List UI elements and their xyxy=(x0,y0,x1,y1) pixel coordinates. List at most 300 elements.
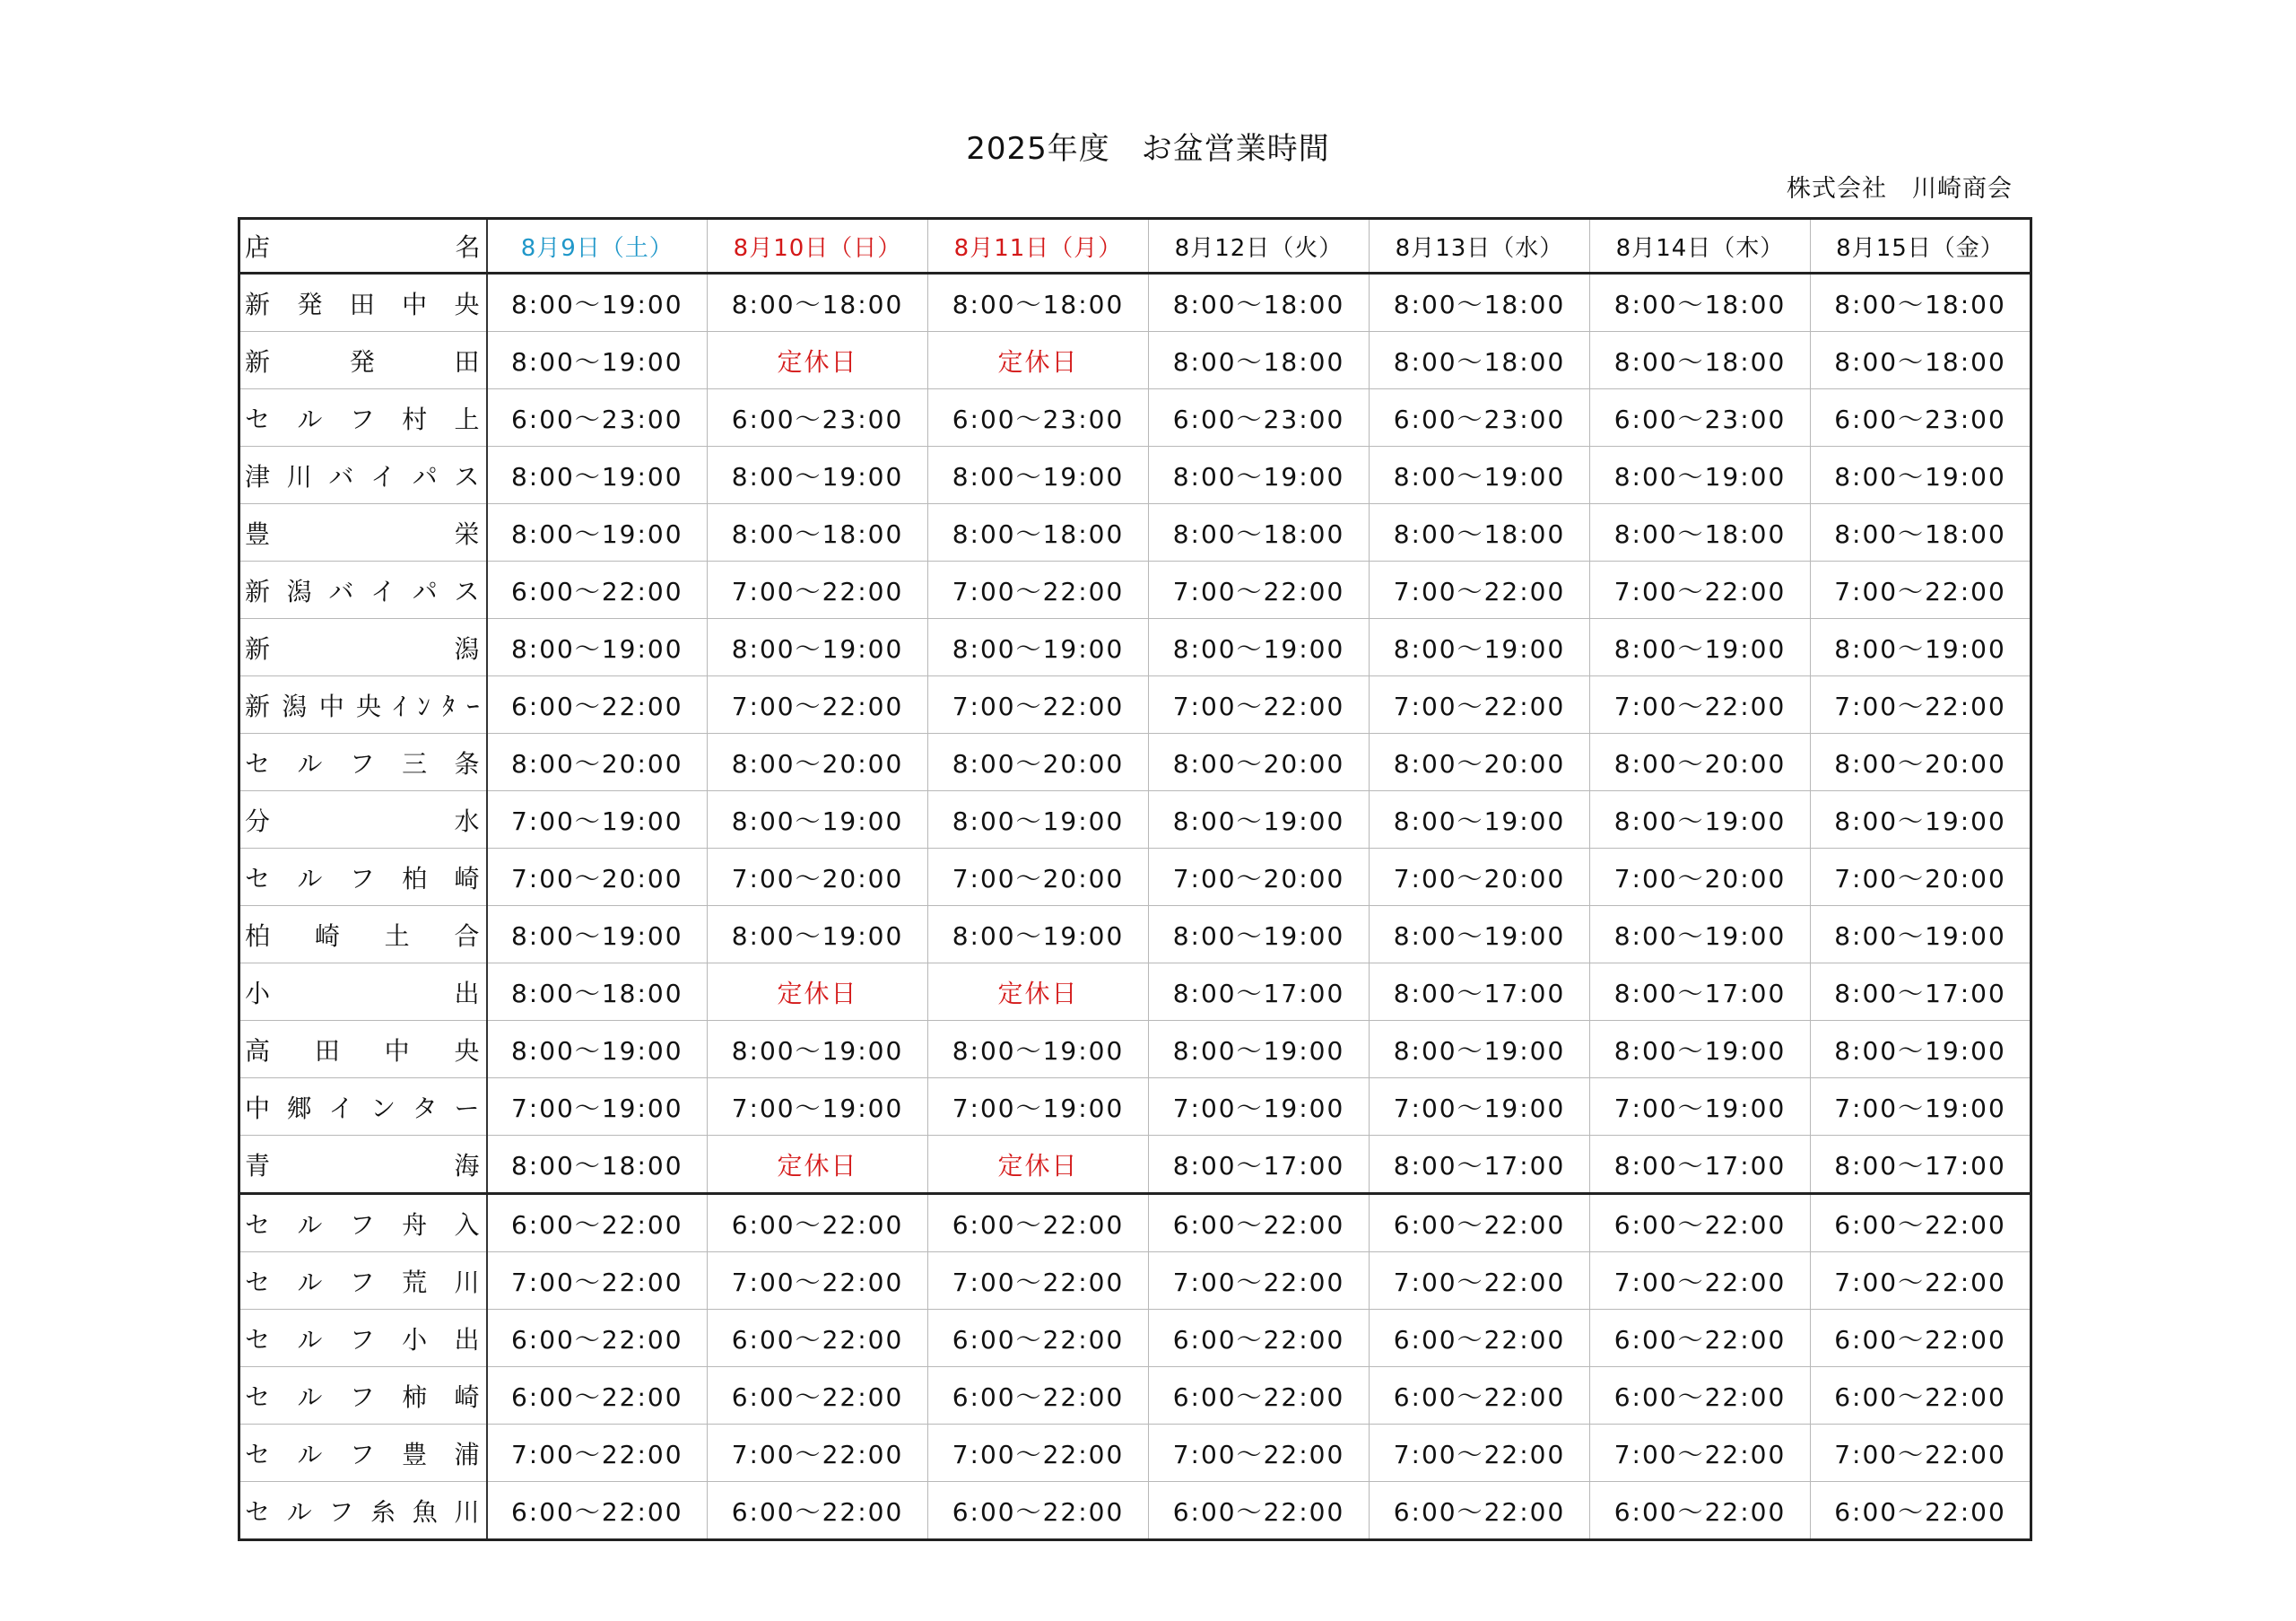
store-name-char: 新 xyxy=(245,576,273,606)
hours-cell: 定休日 xyxy=(928,963,1149,1021)
hours-cell: 8:00～20:00 xyxy=(1590,734,1811,791)
store-name-char: 水 xyxy=(454,806,482,836)
store-name-char: 高 xyxy=(245,1035,273,1066)
hours-cell: 8:00～18:00 xyxy=(1590,504,1811,562)
store-name-char: 発 xyxy=(297,289,325,319)
hours-cell: 7:00～22:00 xyxy=(708,1425,928,1482)
store-name-char: イ xyxy=(370,461,398,492)
store-name-char: ｲ xyxy=(393,691,408,721)
date-header: 8月14日（木） xyxy=(1590,219,1811,274)
hours-cell: 7:00～19:00 xyxy=(708,1078,928,1136)
store-name-char: ｰ xyxy=(466,691,482,721)
store-name-char: 入 xyxy=(454,1209,482,1240)
store-row xyxy=(239,963,2031,1021)
hours-cell: 8:00～18:00 xyxy=(1590,332,1811,389)
hours-cell: 8:00～18:00 xyxy=(1811,332,2031,389)
date-header: 8月15日（金） xyxy=(1811,219,2031,274)
hours-cell: 8:00～19:00 xyxy=(487,447,708,504)
store-name-char: ル xyxy=(297,748,325,779)
store-name-char: 柏 xyxy=(245,920,273,951)
store-name-char: ン xyxy=(370,1093,398,1123)
page-title: 2025年度 お盆営業時間 xyxy=(966,131,1330,167)
hours-cell: 6:00～22:00 xyxy=(1149,1194,1370,1252)
store-name-char: セ xyxy=(245,748,273,779)
hours-cell: 6:00～22:00 xyxy=(1811,1367,2031,1425)
hours-cell: 7:00～22:00 xyxy=(1370,1425,1590,1482)
store-name-char: 中 xyxy=(245,1093,273,1123)
store-name-char: 崎 xyxy=(454,863,482,893)
store-row xyxy=(239,1310,2031,1367)
store-header-right: 名 xyxy=(455,232,482,262)
hours-cell: 8:00～18:00 xyxy=(487,963,708,1021)
store-name-char: 出 xyxy=(454,1324,482,1355)
store-name-char: 土 xyxy=(384,920,412,951)
store-row xyxy=(239,1078,2031,1136)
hours-cell: 8:00～19:00 xyxy=(928,619,1149,676)
hours-cell: 7:00～22:00 xyxy=(708,1252,928,1310)
hours-cell: 定休日 xyxy=(928,332,1149,389)
store-name-char: 小 xyxy=(245,978,273,1008)
hours-cell: 6:00～22:00 xyxy=(1811,1310,2031,1367)
hours-cell: 7:00～22:00 xyxy=(487,1252,708,1310)
hours-cell: 6:00～22:00 xyxy=(487,562,708,619)
store-name xyxy=(239,389,487,447)
store-name-char: ス xyxy=(454,461,482,492)
hours-cell: 6:00～22:00 xyxy=(708,1310,928,1367)
store-name-char: 柏 xyxy=(402,863,430,893)
store-name-char: ル xyxy=(297,404,325,434)
store-name-char: ー xyxy=(454,1093,482,1123)
hours-cell: 6:00～22:00 xyxy=(487,1194,708,1252)
business-hours-table xyxy=(238,217,2032,1541)
date-header: 8月10日（日） xyxy=(708,219,928,274)
hours-cell: 8:00～19:00 xyxy=(487,332,708,389)
store-name-char: 田 xyxy=(314,1035,342,1066)
hours-cell: 8:00～19:00 xyxy=(1811,447,2031,504)
store-name-char: フ xyxy=(349,1439,377,1469)
hours-cell: 6:00～22:00 xyxy=(1370,1482,1590,1540)
hours-cell: 6:00～22:00 xyxy=(1370,1367,1590,1425)
hours-cell: 定休日 xyxy=(708,963,928,1021)
store-row xyxy=(239,1252,2031,1310)
store-name-char: パ xyxy=(412,576,439,606)
hours-cell: 7:00～22:00 xyxy=(1811,1425,2031,1482)
hours-cell: 8:00～18:00 xyxy=(708,274,928,332)
store-name xyxy=(239,963,487,1021)
hours-cell: 8:00～19:00 xyxy=(1811,619,2031,676)
store-name-char: フ xyxy=(349,1381,377,1412)
hours-cell: 8:00～18:00 xyxy=(1149,332,1370,389)
header-row xyxy=(239,219,2031,274)
hours-cell: 7:00～22:00 xyxy=(928,1425,1149,1482)
store-row xyxy=(239,619,2031,676)
store-name-char: 豊 xyxy=(402,1439,430,1469)
hours-cell: 8:00～18:00 xyxy=(708,504,928,562)
hours-cell: 8:00～19:00 xyxy=(1370,619,1590,676)
store-name-char: 新 xyxy=(245,691,273,721)
hours-cell: 8:00～19:00 xyxy=(1370,1021,1590,1078)
store-row xyxy=(239,1367,2031,1425)
hours-cell: 8:00～18:00 xyxy=(487,1136,708,1194)
store-name-char: フ xyxy=(328,1496,356,1527)
hours-cell: 8:00～17:00 xyxy=(1590,1136,1811,1194)
store-name xyxy=(239,791,487,849)
store-name-char: ル xyxy=(297,1439,325,1469)
hours-cell: 6:00～22:00 xyxy=(1590,1367,1811,1425)
hours-cell: 7:00～20:00 xyxy=(1811,849,2031,906)
store-name-char: 魚 xyxy=(412,1496,439,1527)
hours-cell: 8:00～19:00 xyxy=(1811,791,2031,849)
hours-cell: 7:00～22:00 xyxy=(708,676,928,734)
store-name-char: 潟 xyxy=(286,576,314,606)
hours-cell: 6:00～23:00 xyxy=(928,389,1149,447)
store-name-char: ル xyxy=(297,1267,325,1297)
store-row xyxy=(239,734,2031,791)
store-name xyxy=(239,447,487,504)
hours-cell: 6:00～22:00 xyxy=(708,1367,928,1425)
store-row xyxy=(239,1482,2031,1540)
hours-cell: 8:00～18:00 xyxy=(1149,274,1370,332)
store-name-char: セ xyxy=(245,1209,273,1240)
store-name xyxy=(239,1194,487,1252)
store-name-char: 中 xyxy=(318,691,346,721)
store-name-char: セ xyxy=(245,404,273,434)
store-name-char: 潟 xyxy=(454,633,482,664)
hours-cell: 6:00～22:00 xyxy=(1149,1482,1370,1540)
store-name xyxy=(239,1482,487,1540)
hours-cell: 8:00～19:00 xyxy=(928,1021,1149,1078)
store-row xyxy=(239,1136,2031,1194)
hours-cell: 定休日 xyxy=(708,332,928,389)
date-header: 8月11日（月） xyxy=(928,219,1149,274)
hours-cell: 8:00～19:00 xyxy=(487,1021,708,1078)
store-name-char: パ xyxy=(412,461,439,492)
date-header: 8月9日（土） xyxy=(487,219,708,274)
hours-cell: 8:00～18:00 xyxy=(1811,504,2031,562)
store-name-char: フ xyxy=(349,1324,377,1355)
hours-cell: 6:00～22:00 xyxy=(928,1310,1149,1367)
hours-cell: 6:00～22:00 xyxy=(1590,1310,1811,1367)
hours-cell: 8:00～19:00 xyxy=(487,504,708,562)
store-name-char: セ xyxy=(245,1381,273,1412)
hours-cell: 6:00～22:00 xyxy=(928,1367,1149,1425)
hours-cell: 7:00～19:00 xyxy=(487,1078,708,1136)
store-name-char: 新 xyxy=(245,346,273,377)
store-name xyxy=(239,1367,487,1425)
store-name-char: 発 xyxy=(349,346,377,377)
hours-cell: 8:00～19:00 xyxy=(487,619,708,676)
hours-cell: 8:00～19:00 xyxy=(1370,906,1590,963)
store-name-char: フ xyxy=(349,1267,377,1297)
store-name-char: 条 xyxy=(454,748,482,779)
hours-cell: 8:00～18:00 xyxy=(1370,504,1590,562)
hours-cell: 8:00～19:00 xyxy=(1590,906,1811,963)
hours-cell: 7:00～22:00 xyxy=(1590,1425,1811,1482)
store-name-char: 柿 xyxy=(402,1381,430,1412)
store-header-left: 店 xyxy=(245,232,272,262)
hours-cell: 8:00～19:00 xyxy=(708,906,928,963)
store-name-char: 村 xyxy=(402,404,430,434)
store-name-char: 小 xyxy=(402,1324,430,1355)
store-name xyxy=(239,332,487,389)
store-name-char: 出 xyxy=(454,978,482,1008)
hours-cell: 8:00～20:00 xyxy=(1149,734,1370,791)
store-name-char: ル xyxy=(297,1381,325,1412)
hours-cell: 8:00～19:00 xyxy=(928,906,1149,963)
store-name-char: ル xyxy=(297,863,325,893)
hours-cell: 7:00～22:00 xyxy=(1811,1252,2031,1310)
store-row xyxy=(239,676,2031,734)
store-row xyxy=(239,849,2031,906)
hours-cell: 8:00～17:00 xyxy=(1370,1136,1590,1194)
store-name-char: 浦 xyxy=(454,1439,482,1469)
hours-cell: 8:00～20:00 xyxy=(708,734,928,791)
hours-cell: 8:00～17:00 xyxy=(1811,963,2031,1021)
hours-cell: 7:00～22:00 xyxy=(928,562,1149,619)
hours-cell: 7:00～20:00 xyxy=(928,849,1149,906)
store-row xyxy=(239,562,2031,619)
hours-cell: 6:00～23:00 xyxy=(487,389,708,447)
hours-cell: 8:00～18:00 xyxy=(928,504,1149,562)
hours-cell: 7:00～20:00 xyxy=(1590,849,1811,906)
hours-cell: 7:00～20:00 xyxy=(1370,849,1590,906)
store-name-char: フ xyxy=(349,1209,377,1240)
date-header: 8月13日（水） xyxy=(1370,219,1590,274)
hours-cell: 7:00～22:00 xyxy=(1149,562,1370,619)
hours-cell: 6:00～23:00 xyxy=(1370,389,1590,447)
store-row xyxy=(239,332,2031,389)
hours-cell: 6:00～22:00 xyxy=(928,1194,1149,1252)
hours-cell: 8:00～19:00 xyxy=(1149,906,1370,963)
store-name xyxy=(239,1310,487,1367)
hours-cell: 8:00～19:00 xyxy=(1149,619,1370,676)
hours-cell: 8:00～20:00 xyxy=(928,734,1149,791)
hours-cell: 8:00～17:00 xyxy=(1811,1136,2031,1194)
hours-cell: 7:00～22:00 xyxy=(1811,562,2031,619)
hours-cell: 7:00～20:00 xyxy=(708,849,928,906)
hours-cell: 7:00～22:00 xyxy=(487,1425,708,1482)
hours-cell: 8:00～19:00 xyxy=(1370,791,1590,849)
hours-cell: 7:00～22:00 xyxy=(708,562,928,619)
store-name xyxy=(239,849,487,906)
store-row xyxy=(239,1425,2031,1482)
store-name-char: 糸 xyxy=(370,1496,398,1527)
hours-cell: 7:00～19:00 xyxy=(928,1078,1149,1136)
store-name-char: 津 xyxy=(245,461,273,492)
store-row xyxy=(239,447,2031,504)
store-name-char: 田 xyxy=(349,289,377,319)
hours-cell: 6:00～23:00 xyxy=(708,389,928,447)
hours-cell: 6:00～22:00 xyxy=(487,1310,708,1367)
store-name-header xyxy=(239,219,487,274)
store-name-char: 合 xyxy=(454,920,482,951)
store-name-char: 新 xyxy=(245,633,273,664)
hours-cell: 8:00～19:00 xyxy=(928,791,1149,849)
store-name-char: 川 xyxy=(454,1496,482,1527)
store-name-char: 崎 xyxy=(454,1381,482,1412)
store-row xyxy=(239,389,2031,447)
store-name-char: 中 xyxy=(402,289,430,319)
store-row xyxy=(239,1194,2031,1252)
hours-cell: 7:00～22:00 xyxy=(1149,1252,1370,1310)
hours-cell: 8:00～19:00 xyxy=(1590,1021,1811,1078)
hours-cell: 7:00～19:00 xyxy=(1149,1078,1370,1136)
hours-cell: 6:00～22:00 xyxy=(1370,1310,1590,1367)
hours-cell: 8:00～17:00 xyxy=(1370,963,1590,1021)
date-header: 8月12日（火） xyxy=(1149,219,1370,274)
store-name xyxy=(239,1252,487,1310)
store-name-char: 新 xyxy=(245,289,273,319)
hours-cell: 8:00～19:00 xyxy=(708,791,928,849)
hours-cell: 7:00～22:00 xyxy=(1590,562,1811,619)
hours-cell: 定休日 xyxy=(708,1136,928,1194)
hours-cell: 8:00～19:00 xyxy=(1370,447,1590,504)
hours-cell: 7:00～22:00 xyxy=(1590,1252,1811,1310)
hours-cell: 6:00～22:00 xyxy=(1811,1482,2031,1540)
hours-cell: 6:00～22:00 xyxy=(487,676,708,734)
hours-cell: 7:00～22:00 xyxy=(1370,1252,1590,1310)
hours-cell: 8:00～19:00 xyxy=(1590,791,1811,849)
store-name-char: 上 xyxy=(454,404,482,434)
store-name-char: ル xyxy=(297,1209,325,1240)
hours-cell: 8:00～19:00 xyxy=(487,274,708,332)
store-name-char: 三 xyxy=(402,748,430,779)
hours-cell: 8:00～17:00 xyxy=(1149,963,1370,1021)
store-row xyxy=(239,504,2031,562)
store-name xyxy=(239,619,487,676)
store-name-char: セ xyxy=(245,1324,273,1355)
store-name-char: 川 xyxy=(454,1267,482,1297)
hours-cell: 7:00～19:00 xyxy=(1811,1078,2031,1136)
hours-cell: 6:00～22:00 xyxy=(1149,1310,1370,1367)
store-name-char: バ xyxy=(328,576,356,606)
hours-cell: 8:00～19:00 xyxy=(708,447,928,504)
hours-cell: 8:00～19:00 xyxy=(928,447,1149,504)
hours-cell: 8:00～19:00 xyxy=(1590,619,1811,676)
store-name-char: 青 xyxy=(245,1150,273,1181)
hours-cell: 6:00～22:00 xyxy=(708,1194,928,1252)
hours-cell: 7:00～20:00 xyxy=(1149,849,1370,906)
store-name-char: 崎 xyxy=(314,920,342,951)
hours-cell: 8:00～18:00 xyxy=(1370,274,1590,332)
store-name xyxy=(239,1136,487,1194)
store-row xyxy=(239,1021,2031,1078)
store-name-char: フ xyxy=(349,863,377,893)
store-name-char: 央 xyxy=(454,289,482,319)
store-name-char: 舟 xyxy=(402,1209,430,1240)
hours-cell: 6:00～23:00 xyxy=(1811,389,2031,447)
hours-cell: 8:00～18:00 xyxy=(1370,332,1590,389)
store-name xyxy=(239,504,487,562)
hours-cell: 8:00～19:00 xyxy=(708,619,928,676)
store-name-char: セ xyxy=(245,863,273,893)
store-name-char: ス xyxy=(454,576,482,606)
store-name-char: セ xyxy=(245,1439,273,1469)
hours-cell: 8:00～19:00 xyxy=(1811,906,2031,963)
store-name xyxy=(239,906,487,963)
hours-cell: 6:00～22:00 xyxy=(487,1367,708,1425)
hours-cell: 7:00～22:00 xyxy=(1370,562,1590,619)
store-name-char: バ xyxy=(328,461,356,492)
hours-cell: 8:00～17:00 xyxy=(1590,963,1811,1021)
hours-cell: 8:00～18:00 xyxy=(1149,504,1370,562)
hours-cell: 6:00～22:00 xyxy=(487,1482,708,1540)
store-name-char: イ xyxy=(328,1093,356,1123)
store-name-char: セ xyxy=(245,1267,273,1297)
hours-cell: 8:00～19:00 xyxy=(1811,1021,2031,1078)
store-name-char: ル xyxy=(297,1324,325,1355)
hours-cell: 8:00～19:00 xyxy=(708,1021,928,1078)
hours-cell: 7:00～22:00 xyxy=(928,676,1149,734)
hours-cell: 6:00～22:00 xyxy=(1811,1194,2031,1252)
hours-cell: 7:00～22:00 xyxy=(1149,676,1370,734)
hours-cell: 6:00～22:00 xyxy=(928,1482,1149,1540)
store-name-char: 央 xyxy=(454,1035,482,1066)
hours-cell: 8:00～19:00 xyxy=(1149,791,1370,849)
hours-cell: 6:00～22:00 xyxy=(1590,1194,1811,1252)
store-row xyxy=(239,906,2031,963)
store-name-char: 潟 xyxy=(282,691,309,721)
hours-cell: 7:00～22:00 xyxy=(928,1252,1149,1310)
store-name xyxy=(239,1021,487,1078)
hours-cell: 定休日 xyxy=(928,1136,1149,1194)
store-name-char: 豊 xyxy=(245,519,273,549)
store-name-char: フ xyxy=(349,404,377,434)
store-name xyxy=(239,1078,487,1136)
hours-cell: 8:00～18:00 xyxy=(928,274,1149,332)
hours-cell: 6:00～22:00 xyxy=(708,1482,928,1540)
store-row xyxy=(239,274,2031,332)
hours-cell: 8:00～17:00 xyxy=(1149,1136,1370,1194)
store-name xyxy=(239,734,487,791)
hours-cell: 7:00～19:00 xyxy=(1590,1078,1811,1136)
hours-cell: 7:00～22:00 xyxy=(1370,676,1590,734)
hours-cell: 7:00～22:00 xyxy=(1811,676,2031,734)
store-name-char: 中 xyxy=(384,1035,412,1066)
store-name-char: ﾀ xyxy=(442,691,457,721)
hours-cell: 8:00～20:00 xyxy=(1370,734,1590,791)
store-name-char: フ xyxy=(349,748,377,779)
hours-cell: 8:00～19:00 xyxy=(487,906,708,963)
company-name: 株式会社 川崎商会 xyxy=(1787,175,2013,203)
store-name xyxy=(239,676,487,734)
store-name-char: 海 xyxy=(454,1150,482,1181)
hours-cell: 7:00～22:00 xyxy=(1590,676,1811,734)
store-name-char: 栄 xyxy=(454,519,482,549)
store-name-char: 田 xyxy=(454,346,482,377)
store-name xyxy=(239,562,487,619)
store-name-char: ﾝ xyxy=(417,691,432,721)
store-name-char: セ xyxy=(245,1496,273,1527)
store-name-char: 荒 xyxy=(402,1267,430,1297)
store-name-char: 郷 xyxy=(286,1093,314,1123)
hours-cell: 8:00～19:00 xyxy=(1149,1021,1370,1078)
hours-cell: 6:00～22:00 xyxy=(1370,1194,1590,1252)
store-name-char: タ xyxy=(412,1093,439,1123)
store-name-char: イ xyxy=(370,576,398,606)
hours-cell: 6:00～22:00 xyxy=(1149,1367,1370,1425)
hours-cell: 8:00～20:00 xyxy=(1811,734,2031,791)
store-name-char: ル xyxy=(286,1496,314,1527)
hours-cell: 8:00～19:00 xyxy=(1590,447,1811,504)
hours-cell: 7:00～19:00 xyxy=(487,791,708,849)
hours-cell: 8:00～20:00 xyxy=(487,734,708,791)
store-name-char: 央 xyxy=(356,691,384,721)
hours-cell: 6:00～23:00 xyxy=(1590,389,1811,447)
hours-cell: 6:00～23:00 xyxy=(1149,389,1370,447)
store-name xyxy=(239,1425,487,1482)
store-name xyxy=(239,274,487,332)
